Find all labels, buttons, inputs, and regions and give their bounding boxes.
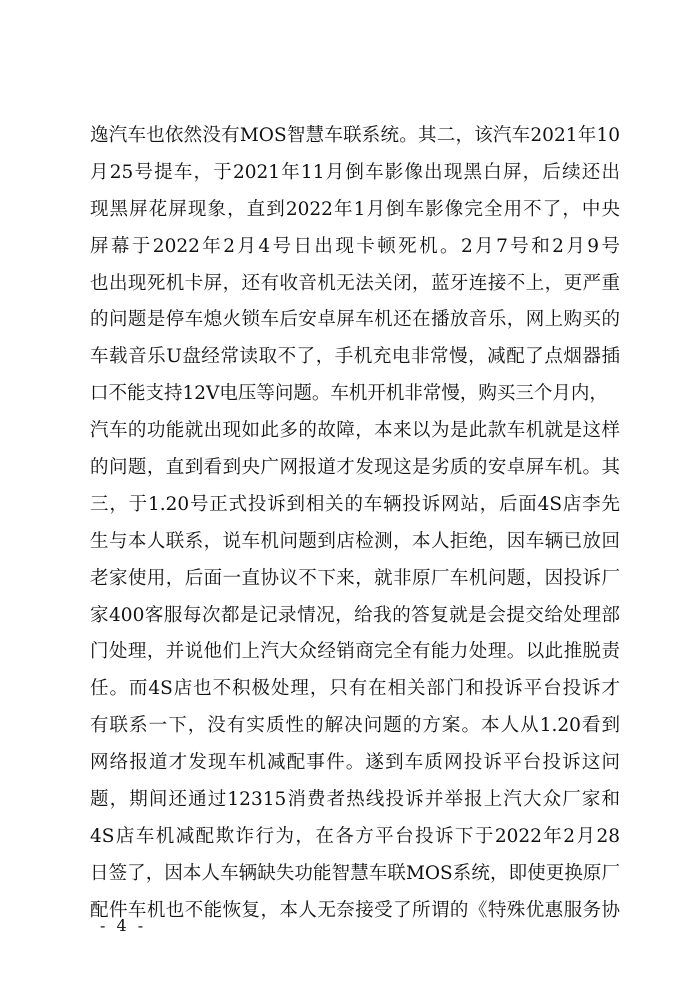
text-line: 网络报道才发现车机减配事件。遂到车质网投诉平台投诉这问 bbox=[90, 752, 620, 774]
text-line: 三，于1.20号正式投诉到相关的车辆投诉网站，后面4S店李先 bbox=[90, 493, 620, 515]
text-line: 口不能支持12V电压等问题。车机开机非常慢，购买三个月内， bbox=[90, 383, 608, 405]
body-text bbox=[90, 118, 620, 930]
text-line: 车载音乐U盘经常读取不了，手机充电非常慢，减配了点烟器插 bbox=[90, 346, 620, 368]
text-line: 汽车的功能就出现如此多的故障，本来以为是此款车机就是这样 bbox=[90, 420, 620, 442]
text-line: 配件车机也不能恢复，本人无奈接受了所谓的《特殊优惠服务协 bbox=[90, 899, 620, 921]
text-line: 题，期间还通过12315消费者热线投诉并举报上汽大众厂家和 bbox=[90, 789, 620, 811]
text-line: 逸汽车也依然没有MOS智慧车联系统。其二，该汽车2021年10 bbox=[90, 125, 620, 146]
text-line: 任。而4S店也不积极处理，只有在相关部门和投诉平台投诉才 bbox=[90, 678, 620, 700]
text-line: 也出现死机卡屏，还有收音机无法关闭，蓝牙连接不上，更严重 bbox=[90, 272, 620, 294]
text-line: 的问题是停车熄火锁车后安卓屏车机还在播放音乐，网上购买的 bbox=[90, 309, 620, 331]
text-line: 老家使用，后面一直协议不下来，就非原厂车机问题，因投诉厂 bbox=[90, 567, 620, 589]
text-line: 4S店车机减配欺诈行为，在各方平台投诉下于2022年2月28 bbox=[90, 825, 620, 847]
text-line: 屏幕于2022年2月4号日出现卡顿死机。2月7号和2月9号 bbox=[90, 235, 620, 257]
text-line: 生与本人联系，说车机问题到店检测，本人拒绝，因车辆已放回 bbox=[90, 530, 620, 552]
text-line: 门处理，并说他们上汽大众经销商完全有能力处理。以此推脱责 bbox=[90, 641, 620, 663]
page-number: - 4 - bbox=[100, 916, 147, 935]
text-line: 日签了，因本人车辆缺失功能智慧车联MOS系统，即使更换原厂 bbox=[90, 862, 620, 884]
text-line: 的问题，直到看到央广网报道才发现这是劣质的安卓屏车机。其 bbox=[90, 457, 620, 479]
text-line: 家400客服每次都是记录情况，给我的答复就是会提交给处理部 bbox=[90, 604, 620, 626]
text-line: 现黑屏花屏现象，直到2022年1月倒车影像完全用不了，中央 bbox=[90, 198, 620, 220]
text-line: 有联系一下，没有实质性的解决问题的方案。本人从1.20看到 bbox=[90, 715, 620, 737]
text-line: 月25号提车，于2021年11月倒车影像出现黑白屏，后续还出 bbox=[90, 161, 620, 183]
